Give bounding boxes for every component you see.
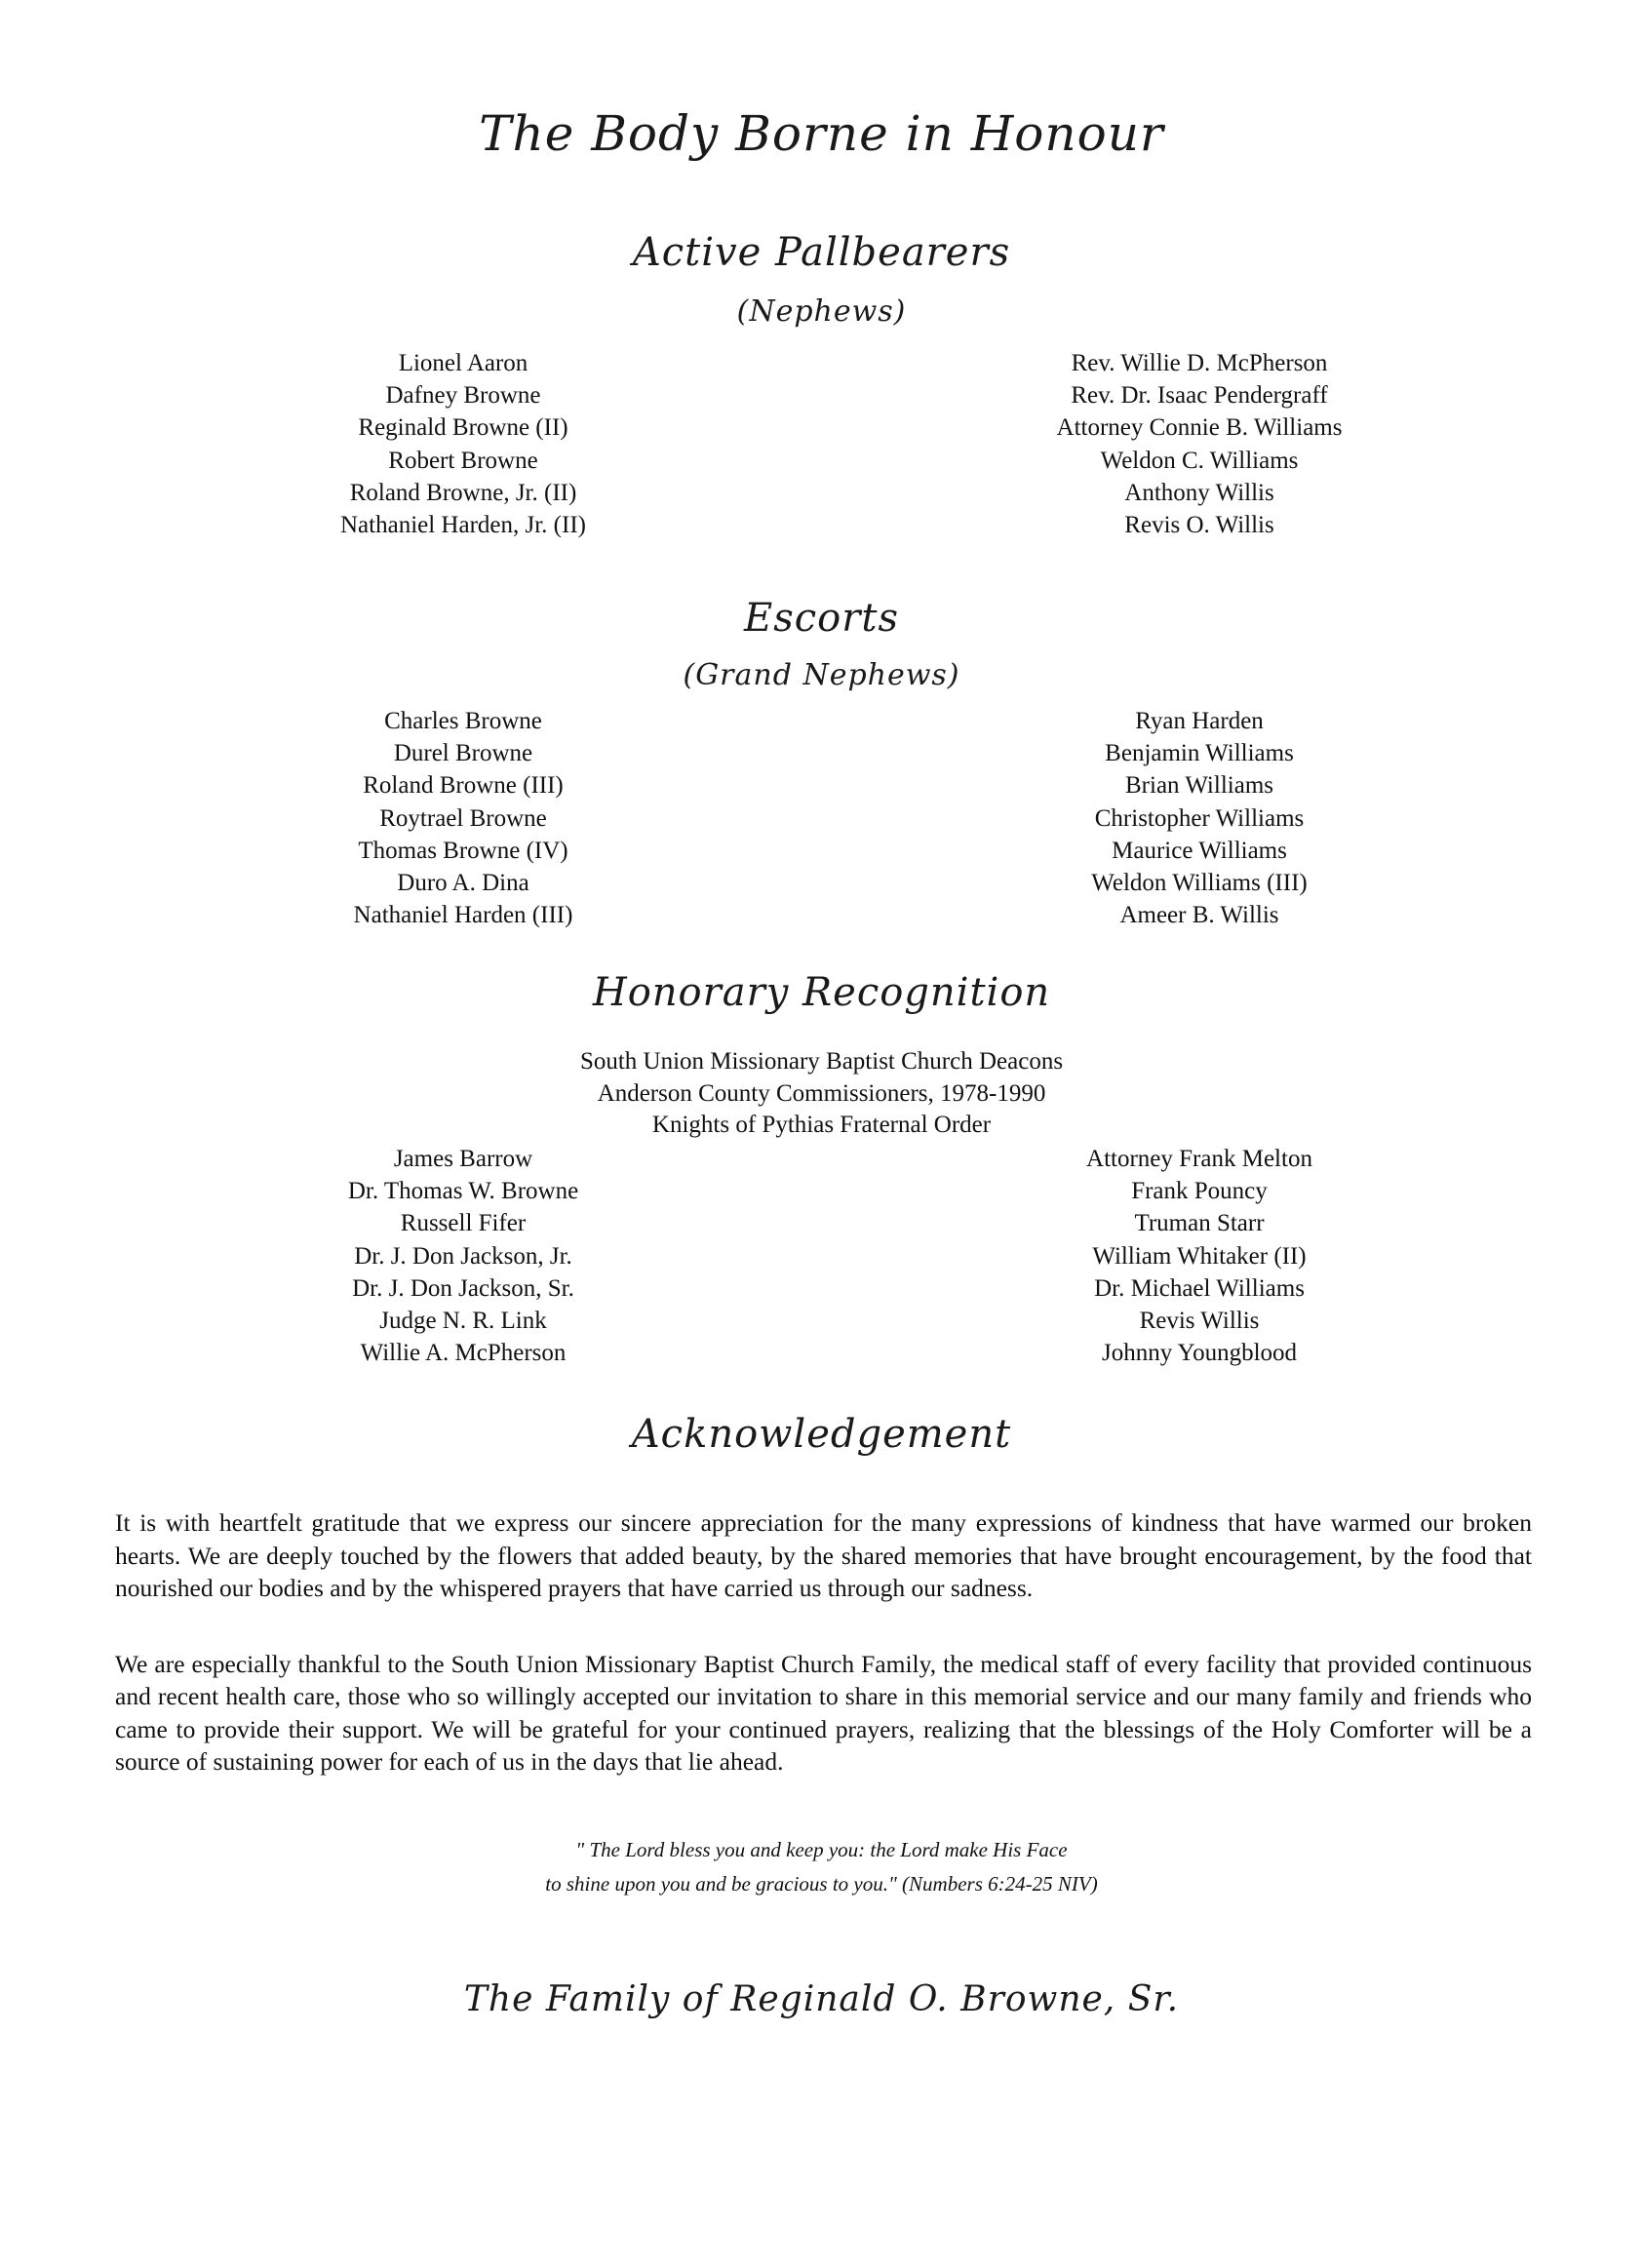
list-item: Dr. Michael Williams <box>1094 1274 1305 1302</box>
list-item: Reginald Browne (II) <box>358 414 568 442</box>
list-item: Attorney Frank Melton <box>1086 1146 1312 1172</box>
honorary-group: Knights of Pythias Fraternal Order <box>651 1112 992 1138</box>
list-item: Nathaniel Harden (III) <box>353 902 573 929</box>
list-item: Durel Browne <box>393 740 533 767</box>
escorts-left-list <box>190 705 736 931</box>
list-item: Robert Browne <box>388 447 538 474</box>
list-item: Anthony Willis <box>1124 479 1274 506</box>
page-title: The Body Borne in Honour <box>479 105 1164 162</box>
family-signature: The Family of Reginald O. Browne, Sr. <box>463 1979 1180 2019</box>
list-item: Thomas Browne (IV) <box>358 837 568 864</box>
list-item: Lionel Aaron <box>398 350 528 376</box>
honorary-group: South Union Missionary Baptist Church Deacons <box>579 1048 1064 1075</box>
acknowledgement-body <box>115 1506 1532 1779</box>
list-item: Russell Fifer <box>400 1210 527 1237</box>
pallbearers-left-list <box>190 347 736 541</box>
list-item: Weldon Williams (III) <box>1091 870 1308 897</box>
list-item: Dr. Thomas W. Browne <box>347 1178 579 1205</box>
list-item: Ameer B. Willis <box>1119 902 1279 929</box>
list-item: Roland Browne, Jr. (II) <box>349 479 577 506</box>
list-item: Christopher Williams <box>1094 804 1305 832</box>
honorary-heading: Honorary Recognition <box>592 970 1051 1015</box>
honorary-groups <box>0 1046 1643 1142</box>
list-item: Truman Starr <box>1134 1210 1265 1237</box>
list-item: Rev. Willie D. McPherson <box>1071 350 1328 376</box>
list-item: James Barrow <box>393 1146 533 1172</box>
list-item: Dr. J. Don Jackson, Jr. <box>354 1242 572 1270</box>
list-item: Maurice Williams <box>1112 837 1287 864</box>
paragraph: It is with heartfelt gratitude that we express our sincere appreciation for the many expressions of kindness that have warmed our broken hearts. We are deeply touched by the flowers that added beauty, by the shared memories that have brought encouragement, by the food that nourished our bodies and by the whispered prayers that have carried us through our sadness. <box>115 1508 1532 1602</box>
list-item: Revis Willis <box>1139 1308 1260 1335</box>
list-item: Roytrael Browne <box>379 804 547 832</box>
list-item: Revis O. Willis <box>1124 512 1274 539</box>
quote-line: " The Lord bless you and keep you: the Lord make His Face <box>575 1838 1068 1861</box>
pallbearers-heading: Active Pallbearers <box>632 230 1011 275</box>
honorary-group: Anderson County Commissioners, 1978-1990 <box>597 1079 1046 1107</box>
list-item: Frank Pouncy <box>1131 1178 1268 1205</box>
list-item: Roland Browne (III) <box>363 772 564 800</box>
list-item: Ryan Harden <box>1135 708 1264 734</box>
list-item: Weldon C. Williams <box>1100 447 1299 474</box>
list-item: Duro A. Dina <box>397 870 529 897</box>
list-item: Brian Williams <box>1125 772 1273 800</box>
list-item: Charles Browne <box>384 708 542 734</box>
list-item: Nathaniel Harden, Jr. (II) <box>340 512 586 539</box>
honorary-right-list <box>926 1143 1472 1369</box>
list-item: Benjamin Williams <box>1105 740 1294 767</box>
list-item: Attorney Connie B. Williams <box>1056 414 1343 442</box>
escorts-subheading: (Grand Nephews) <box>683 658 960 692</box>
acknowledgement-heading: Acknowledgement <box>631 1412 1012 1457</box>
list-item: Judge N. R. Link <box>379 1308 547 1335</box>
pallbearers-right-list <box>926 347 1472 541</box>
quote-line: to shine upon you and be gracious to you." (Numbers 6:24-25 NIV) <box>545 1872 1098 1896</box>
list-item: Rev. Dr. Isaac Pendergraff <box>1071 382 1328 410</box>
escorts-heading: Escorts <box>744 596 899 641</box>
scripture-quote <box>0 1833 1643 1901</box>
list-item: Dafney Browne <box>385 382 541 410</box>
list-item: William Whitaker (II) <box>1092 1242 1307 1270</box>
list-item: Dr. J. Don Jackson, Sr. <box>352 1274 574 1302</box>
honorary-left-list <box>190 1143 736 1369</box>
escorts-right-list <box>926 705 1472 931</box>
list-item: Willie A. McPherson <box>360 1340 567 1367</box>
paragraph: We are especially thankful to the South Union Missionary Baptist Church Family, the medical staff of every facility that provided continuous and recent health care, those who so willingly accepted our invitation to share in this memorial service and our many family and friends who came to provide their support. We will be grateful for your continued prayers, realizing that the blessings of the Holy Comforter will be a source of sustaining power for each of us in the days that lie ahead. <box>115 1649 1532 1776</box>
list-item: Johnny Youngblood <box>1101 1340 1298 1367</box>
pallbearers-subheading: (Nephews) <box>736 294 907 329</box>
